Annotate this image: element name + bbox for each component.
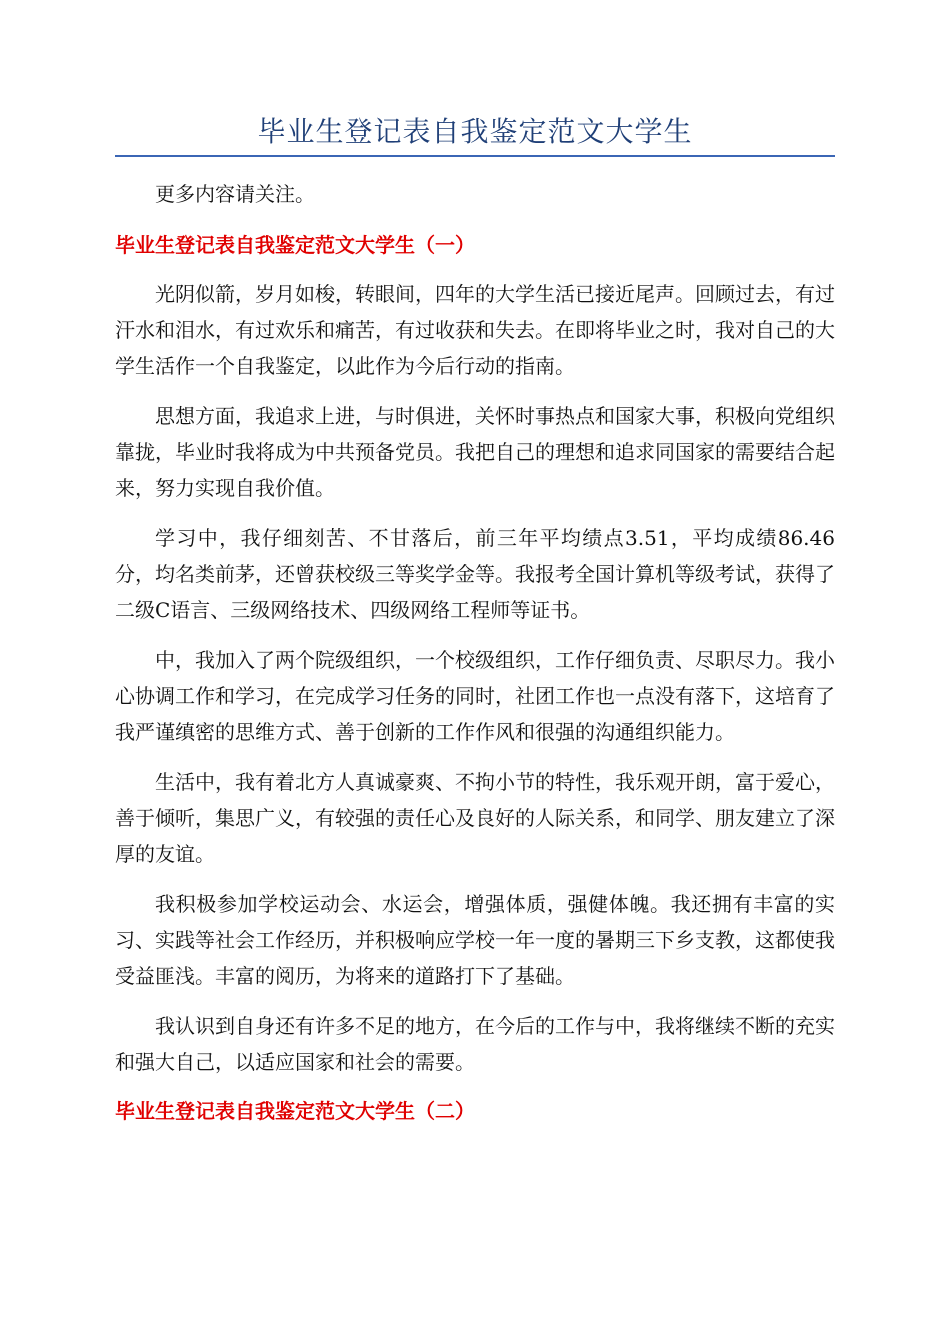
section-1-paragraph: 我积极参加学校运动会、水运会，增强体质，强健体魄。我还拥有丰富的实习、实践等社会工作经历，并积极响应学校一年一度的暑期三下乡支教，这都使我受益匪浅。丰富的阅历，为将来的道路打下了基础。	[115, 892, 835, 988]
document-title: 毕业生登记表自我鉴定范文大学生	[257, 115, 693, 148]
section-1-paragraph: 我认识到自身还有许多不足的地方，在今后的工作与中，我将继续不断的充实和强大自己，以适应国家和社会的需要。	[115, 1014, 835, 1074]
section-1-paragraph: 光阴似箭，岁月如梭，转眼间，四年的大学生活已接近尾声。回顾过去，有过汗水和泪水，有过欢乐和痛苦，有过收获和失去。在即将毕业之时，我对自己的大学生活作一个自我鉴定，以此作为今后行动的指南。	[115, 282, 835, 378]
title-underline-rule	[115, 155, 835, 157]
section-1-paragraph: 思想方面，我追求上进，与时俱进，关怀时事热点和国家大事，积极向党组织靠拢，毕业时我将成为中共预备党员。我把自己的理想和追求同国家的需要结合起来，努力实现自我价值。	[115, 404, 835, 500]
intro-paragraph: 更多内容请关注。	[155, 182, 315, 206]
document-body	[115, 176, 835, 1142]
section-heading-1: 毕业生登记表自我鉴定范文大学生（一）	[115, 233, 475, 257]
section-1-paragraph: 学习中，我仔细刻苦、不甘落后，前三年平均绩点3.51，平均成绩86.46分，均名类前茅，还曾获校级三等奖学金等。我报考全国计算机等级考试，获得了二级C语言、三级网络技术、四级网络工程师等证书。	[115, 526, 835, 622]
section-1-paragraph: 中，我加入了两个院级组织，一个校级组织，工作仔细负责、尽职尽力。我小心协调工作和学习，在完成学习任务的同时，社团工作也一点没有落下，这培育了我严谨缜密的思维方式、善于创新的工作作风和很强的沟通组织能力。	[115, 648, 835, 744]
section-1-paragraph: 生活中，我有着北方人真诚豪爽、不拘小节的特性，我乐观开朗，富于爱心，善于倾听，集思广义，有较强的责任心及良好的人际关系，和同学、朋友建立了深厚的友谊。	[115, 770, 835, 866]
section-heading-2: 毕业生登记表自我鉴定范文大学生（二）	[115, 1099, 475, 1123]
